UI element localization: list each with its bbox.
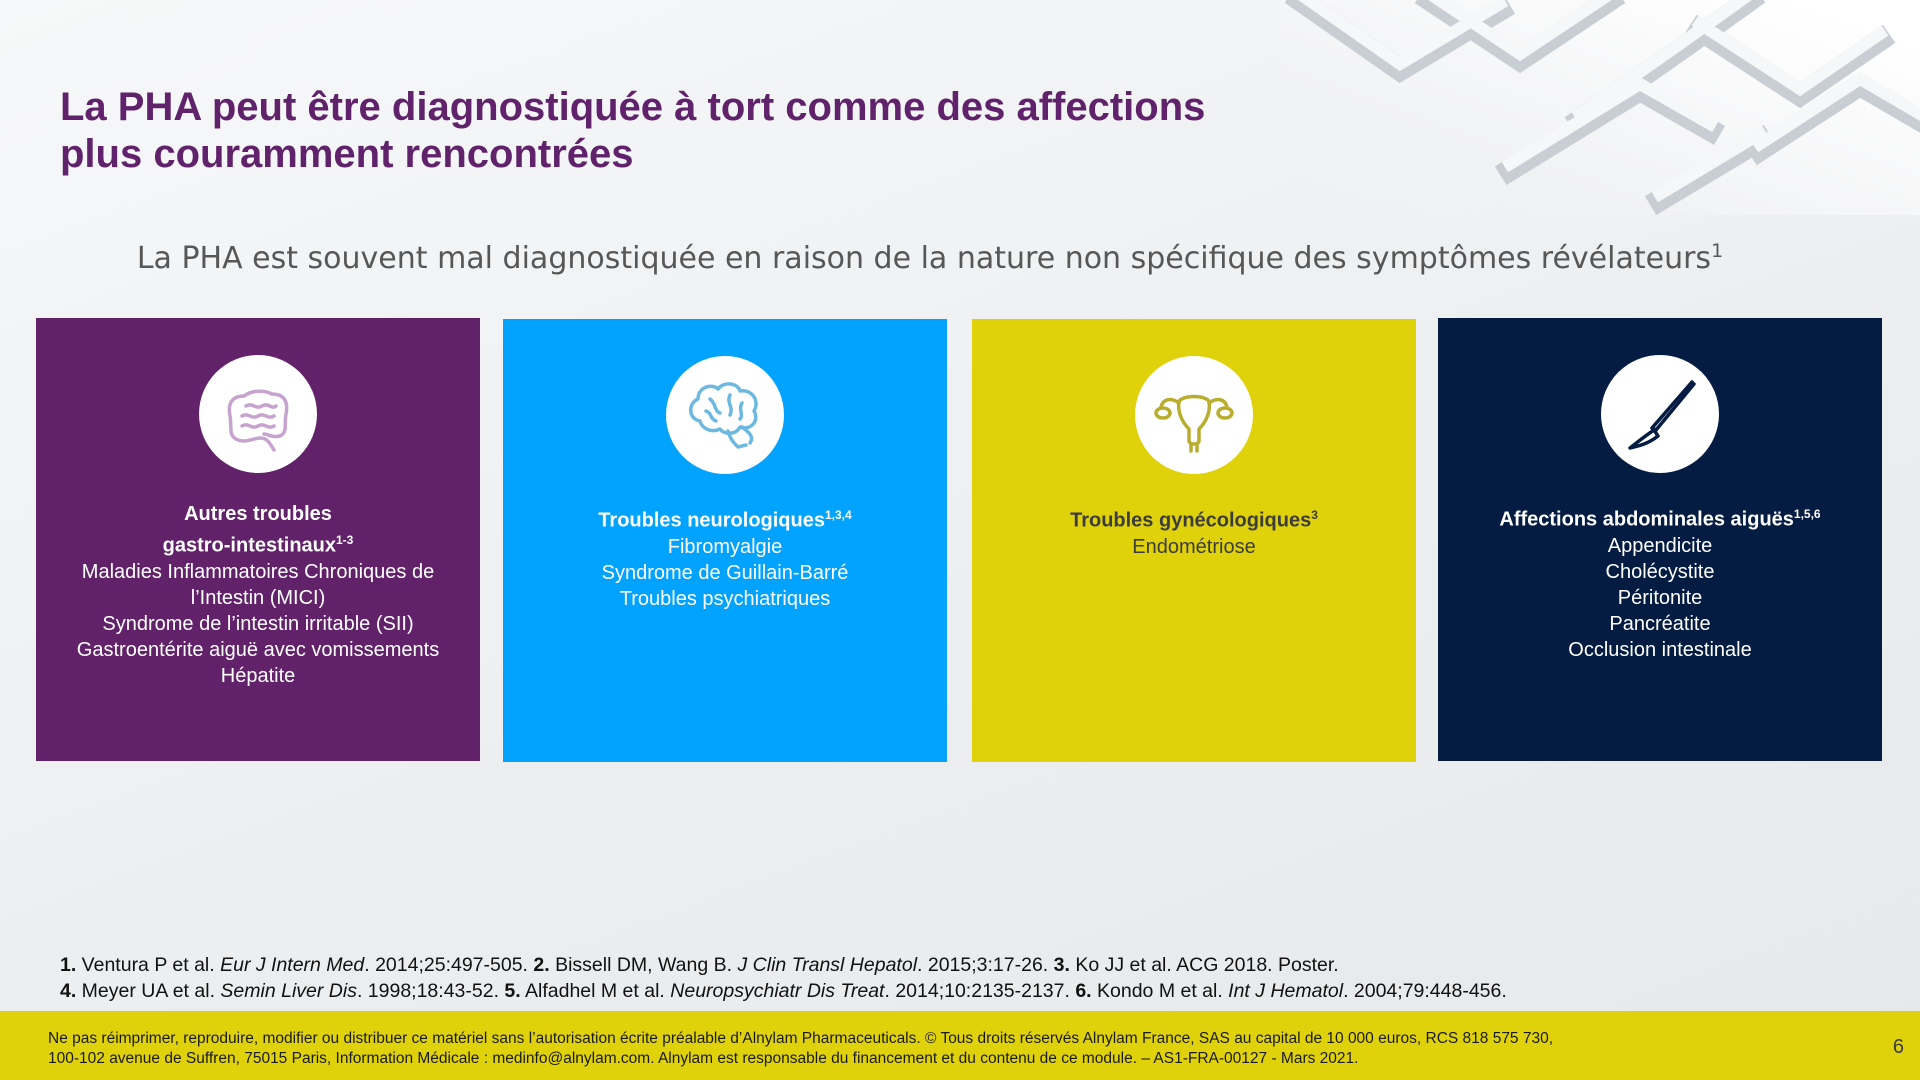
card-neuro-heading-sup: 1,3,4 [825,508,852,522]
ref-journal: Neuropsychiatr Dis Treat [670,980,885,1002]
ref-text: . 2004;79:448-456. [1343,980,1507,1002]
ref-text: . 2014;10:2135-2137. [884,980,1076,1002]
legal-line-1: Ne pas réimprimer, reproduire, modifier ou distribuer ce matériel sans l’autorisation écrite préalable d’Alnylam Pharmaceuticals. © Tous droits réservés Alnylam France, SAS au capital de 10 000 euros, RCS 818 575 730, [48,1030,1554,1047]
scalpel-icon [1618,372,1702,456]
legal-line-2: 100-102 avenue de Suffren, 75015 Paris, Information Médicale : medinfo@alnylam.com. Alnylam est responsable du financement et du contenu de ce module. – AS1-FRA-00127 - Mars 2021. [48,1050,1359,1067]
references-line-1 [60,952,1860,978]
ref-journal: J Clin Transl Hepatol [737,954,918,976]
card-gastro-icon-circle [199,355,317,473]
ref-number: 6. [1075,980,1092,1002]
intestine-icon [216,372,300,456]
card-neuro [503,319,947,762]
ref-journal: Semin Liver Dis [220,980,357,1002]
ref-journal: Eur J Intern Med [220,954,365,976]
card-gastro-item: Syndrome de l’intestin irritable (SII) [102,612,414,635]
legal-notice [48,1029,1808,1069]
title-line-2: plus couramment rencontrées [60,132,634,176]
card-gyneco [972,319,1416,762]
card-abdominal-item: Pancréatite [1609,612,1711,635]
card-abdominal-heading [1438,501,1882,533]
uterus-icon [1149,373,1239,457]
ref-journal: Int J Hematol [1228,980,1344,1002]
ref-text: Ko JJ et al. ACG 2018. Poster. [1069,954,1339,976]
ref-text: . 2014;25:497-505. [364,954,534,976]
ref-number: 4. [60,980,77,1002]
references-line-2 [60,978,1860,1004]
card-neuro-heading-text: Troubles neurologiques [598,509,825,532]
brain-icon [680,373,770,457]
ref-text: Ventura P et al. [76,954,221,976]
ref-text: Alfadhel M et al. [520,980,671,1002]
ref-text: Meyer UA et al. [76,980,221,1002]
card-gyneco-heading-text: Troubles gynécologiques [1070,509,1312,532]
card-abdominal-icon-circle [1601,355,1719,473]
ref-text: Bissell DM, Wang B. [549,954,738,976]
card-abdominal-heading-text: Affections abdominales aiguës [1499,508,1794,531]
card-abdominal-item: Cholécystite [1605,560,1715,583]
maze-image [1280,0,1920,215]
card-abdominal-item: Appendicite [1607,534,1713,557]
subtitle-sup: 1 [1711,240,1724,262]
card-gastro-heading-2 [36,527,480,559]
maze-graphic [1280,0,1920,215]
card-gyneco-heading [972,502,1416,534]
ref-text: . 1998;18:43-52. [356,980,505,1002]
card-neuro-heading [503,502,947,534]
footer-bar [0,1011,1920,1080]
card-gastro-heading-2-text: gastro-intestinaux [162,534,336,557]
ref-number: 5. [504,980,521,1002]
ref-number: 2. [533,954,550,976]
card-gastro-item: Hépatite [220,664,296,687]
card-abdominal [1438,318,1882,761]
card-gastro-item: l’Intestin (MICI) [190,586,326,609]
card-gastro-item: Gastroentérite aiguë avec vomissements [76,638,440,661]
card-abdominal-heading-sup: 1,5,6 [1793,507,1821,521]
subtitle [0,240,1860,276]
card-abdominal-item: Péritonite [1617,586,1703,609]
card-gyneco-icon-circle [1135,356,1253,474]
card-gastro-item: Maladies Inflammatoires Chroniques de [81,560,435,583]
card-gastro [36,318,480,761]
card-neuro-icon-circle [666,356,784,474]
ref-text: . 2015;3:17-26. [917,954,1054,976]
card-abdominal-item: Occlusion intestinale [1568,638,1752,661]
page-number: 6 [1892,1036,1904,1058]
card-neuro-item: Troubles psychiatriques [619,587,831,610]
card-neuro-item: Syndrome de Guillain-Barré [601,561,849,584]
references [60,952,1860,1004]
card-gastro-heading-sup: 1-3 [336,533,354,547]
subtitle-text: La PHA est souvent mal diagnostiquée en raison de la nature non spécifique des symptômes révélateurs [136,241,1712,276]
ref-number: 1. [60,954,77,976]
card-gyneco-heading-sup: 3 [1311,508,1318,522]
ref-number: 3. [1053,954,1070,976]
title-line-1: La PHA peut être diagnostiquée à tort comme des affections [60,85,1206,129]
page-title [60,84,1360,178]
card-gastro-heading-1: Autres troubles [184,503,332,525]
card-gyneco-item: Endométriose [1132,535,1256,558]
ref-text: Kondo M et al. [1091,980,1229,1002]
card-neuro-item: Fibromyalgie [667,535,783,558]
